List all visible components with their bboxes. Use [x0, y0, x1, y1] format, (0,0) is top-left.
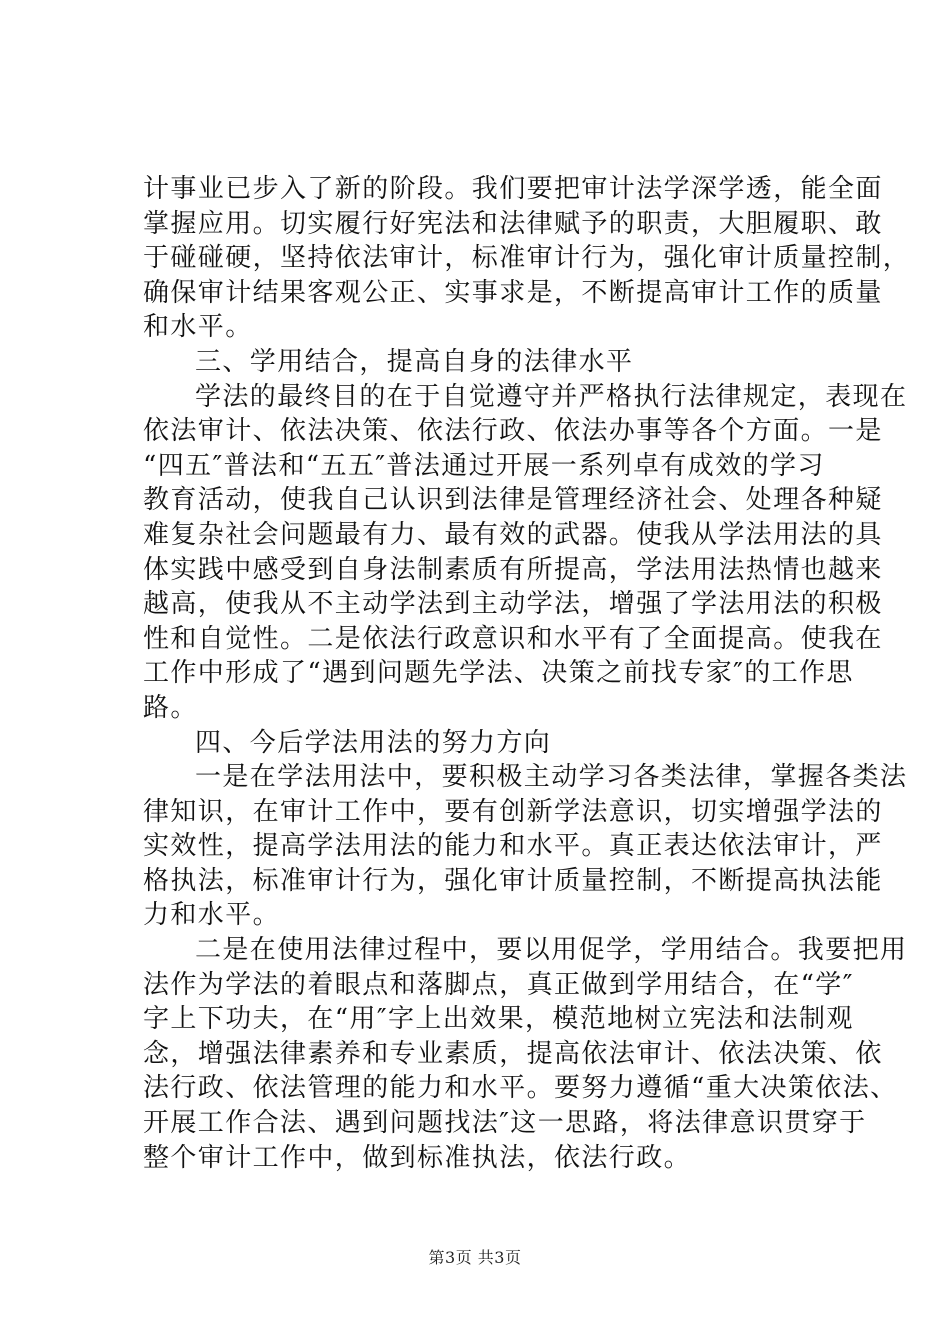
paragraph-line: 教育活动，使我自己认识到法律是管理经济社会、处理各种疑	[143, 485, 883, 516]
section-heading-text: 四、今后学法用法的努力方向	[195, 727, 552, 758]
paragraph-line: 计事业已步入了新的阶段。我们要把审计法学深学透，能全面	[143, 174, 883, 204]
paragraph-line: 难复杂社会问题最有力、最有效的武器。使我从学法用法的具	[143, 519, 883, 550]
paragraph-line: “四五″普法和“五五″普法通过开展一系列卓有成效的学习	[143, 450, 825, 481]
section-heading-text: 三、学用结合，提高自身的法律水平	[195, 346, 634, 377]
paragraph-line: 整个审计工作中，做到标准执法，依法行政。	[143, 1142, 692, 1173]
paragraph-line: 依法审计、依法决策、依法行政、依法办事等各个方面。一是	[143, 416, 883, 447]
paragraph-line: 工作中形成了“遇到问题先学法、决策之前找专家″的工作思	[143, 658, 854, 689]
paragraph-line: 掌握应用。切实履行好宪法和法律赋予的职责，大胆履职、敢	[143, 208, 883, 239]
paragraph-3	[143, 760, 908, 795]
paragraph-line: 学法的最终目的在于自觉遵守并严格执行法律规定，表现在	[195, 381, 908, 412]
paragraph-line: 法行政、依法管理的能力和水平。要努力遵循“重大决策依法、	[143, 1073, 898, 1104]
paragraph-line: 体实践中感受到自身法制素质有所提高，学法用法热情也越来	[143, 554, 883, 585]
paragraph-line: 法作为学法的着眼点和落脚点，真正做到学用结合，在“学″	[143, 969, 854, 1000]
paragraph-2-continued	[143, 414, 883, 725]
paragraph-4-continued	[143, 968, 898, 1176]
document-body	[143, 172, 911, 1175]
section-heading-3	[143, 345, 833, 380]
paragraph-line: 律知识，在审计工作中，要有创新学法意识，切实增强学法的	[143, 796, 883, 827]
paragraph-2	[143, 380, 908, 415]
paragraph-line: 二是在使用法律过程中，要以用促学，学用结合。我要把用	[195, 935, 908, 966]
paragraph-line: 实效性，提高学法用法的能力和水平。真正表达依法审计，严	[143, 831, 883, 862]
paragraph-line: 一是在学法用法中，要积极主动学习各类法律，掌握各类法	[195, 762, 908, 793]
paragraph-line: 念，增强法律素养和专业素质，提高依法审计、依法决策、依	[143, 1038, 883, 1069]
paragraph-line: 于碰碰硬，坚持依法审计，标准审计行为，强化审计质量控制，	[143, 243, 911, 274]
paragraph-3-continued	[143, 795, 883, 933]
paragraph-line: 越高，使我从不主动学法到主动学法，增强了学法用法的积极	[143, 589, 883, 620]
paragraph-line: 力和水平。	[143, 900, 281, 931]
paragraph-line: 格执法，标准审计行为，强化审计质量控制，不断提高执法能	[143, 865, 883, 896]
page-number-label: 第3页 共3页	[428, 1248, 522, 1267]
paragraph-line: 确保审计结果客观公正、实事求是，不断提高审计工作的质量	[143, 277, 883, 308]
paragraph-line: 和水平。	[143, 312, 253, 343]
paragraph-line: 性和自觉性。二是依法行政意识和水平有了全面提高。使我在	[143, 623, 883, 654]
paragraph-4	[143, 933, 908, 968]
paragraph-line: 字上下功夫，在“用″字上出效果，模范地树立宪法和法制观	[143, 1004, 854, 1035]
paragraph-1	[143, 172, 911, 345]
paragraph-line: 开展工作合法、遇到问题找法″这一思路，将法律意识贯穿于	[143, 1108, 867, 1139]
paragraph-line: 路。	[143, 692, 198, 723]
section-heading-4	[143, 726, 833, 761]
page-footer	[0, 1245, 950, 1268]
